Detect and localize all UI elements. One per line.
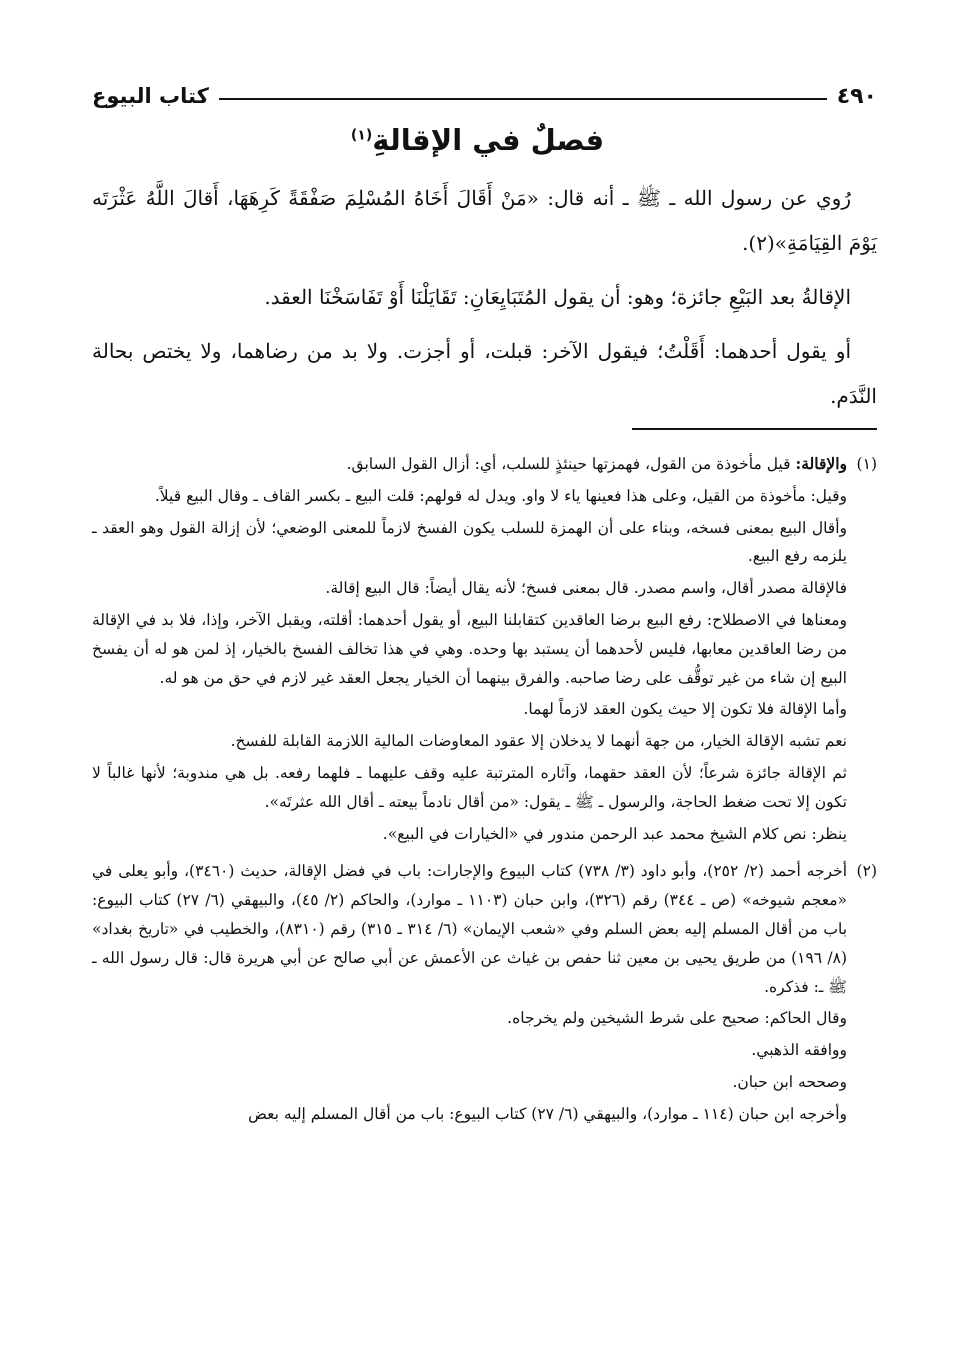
body-paragraph: أو يقول أحدهما: أَقَلْتُ؛ فيقول الآخر: قبلت، أو أجزت. ولا بد من رضاهما، ولا يختص بحالة النَّدَم. (92, 339, 877, 408)
chapter-title (0, 120, 955, 160)
footnote-paragraph: وأما الإقالة فلا تكون إلا حيث يكون العقد لازماً لهما. (523, 700, 847, 719)
footnote-number: (١) (856, 455, 877, 473)
body-paragraph: الإقالةُ بعد البَيْعِ جائزة؛ وهو: أن يقول المُتَبَايِعَانِ: تَقَايَلْنَا أَوْ تَفَاسَخْنَا العقد. (264, 285, 851, 309)
footnote-paragraph: وصححه ابن حبان. (732, 1072, 847, 1091)
body-paragraph: رُوي عن رسول الله ـ ﷺ ـ أنه قال: «مَنْ أَقَالَ أَخَاهُ المُسْلِمَ صَفْقَةً كَرِهَهَا، أَقالَ اللَّهُ عَثْرَتَه يَوْمَ القِيَامَةِ»(٢). (92, 186, 877, 255)
header-rule (219, 98, 827, 100)
footnote-1 (92, 450, 877, 851)
footnote-2 (92, 857, 877, 1131)
running-head (92, 78, 877, 114)
footnote-paragraph: وقيل: مأخوذة من القيل، وعلى هذا فعينها ياء لا واو. ويدل له قولهم: قلت البيع ـ بكسر القاف ـ وقال البيع قيلاً. (154, 486, 847, 505)
footnote-paragraph: وأخرجه ابن حبان (١١٤ ـ موارد)، والبيهقي (٦/ ٢٧) كتاب البيوع: باب من أقال المسلم إليه بعض (248, 1104, 847, 1123)
footnotes (92, 450, 877, 1138)
footnote-paragraph: فالإقالة مصدر أقال، واسم مصدر. قال بمعنى فسخ؛ لأنه يقال أيضاً: قال البيع إقالة. (325, 579, 847, 598)
footnote-paragraph: ينظر: نص كلام الشيخ محمد عبد الرحمن مندور في «الخيارات في البيع». (382, 824, 847, 843)
page-number: ٤٩٠ (836, 83, 877, 109)
footnote-paragraph: ووافقه الذهبي. (751, 1041, 847, 1060)
footnote-separator (632, 428, 877, 430)
book-title: كتاب البيوع (92, 84, 209, 108)
footnote-paragraph: أخرجه أحمد (٢/ ٢٥٢)، وأبو داود (٣/ ٧٣٨) كتاب البيوع والإجارات: باب في فضل الإقالة، حديث (٣٤٦٠)، وأبو يعلى في «معجم شيوخه» (ص ـ ٣٤٤) رقم (٣٢٦)، وابن حبان (١١٠٣ ـ موارد)، والحاكم (٢/ ٤٥)، والبيهقي (٦/ ٢٧) كتاب البيوع: باب من أقال المسلم إليه بعض السلم وفي «شعب الإيمان» (٦/ ٣١٤ ـ ٣١٥) رقم (٨٣١٠)، والخطيب في «تاريخ بغداد» (٨/ ١٩٦) من طريق يحيى بن معين ثنا حفص بن غياث عن الأعمش عن أبي صالح عن أبي هريرة قال: قال رسول الله ـ ﷺ ـ: فذكره. (92, 862, 848, 996)
footnote-text: قيل مأخوذة من القول، فهمزتها حينئذٍ للسلب، أي: أزال القول السابق. (346, 455, 791, 473)
footnote-paragraph: نعم تشبه الإقالة الخيار، من جهة أنهما لا يدخلان إلا عقود المعاوضات المالية اللازمة القابلة للفسخ. (230, 732, 847, 751)
footnote-paragraph: ثم الإقالة جائزة شرعاً؛ لأن العقد حقهما، وآثاره المترتبة عليه وقف عليهما ـ فلهما رفعه. بل هي مندوبة؛ لأنها غالباً لا تكون إلا تحت ضغط الحاجة، والرسول ـ ﷺ ـ يقول: «من أقال نادماً بيعته ـ أقال الله عثرتَه». (92, 763, 847, 811)
footnote-body (92, 450, 847, 851)
footnote-number: (٢) (856, 862, 877, 881)
chapter-title-text: فصلٌ في الإقالةِ (372, 123, 605, 157)
main-text (92, 176, 877, 428)
footnote-paragraph (92, 450, 847, 479)
footnote-paragraph: وقال الحاكم: صحيح على شرط الشيخين ولم يخرجاه. (507, 1009, 847, 1028)
footnote-body (92, 857, 847, 1131)
footnote-lead-term: والإقالة: (795, 454, 847, 473)
chapter-footnote-ref: (١) (350, 127, 373, 144)
footnote-paragraph: ومعناها في الاصطلاح: رفع البيع برضا العاقدين كتقابلنا البيع، أو يقول أحدهما: أقلته، ويقبل الآخر، وإذا، فلا بد في الإقالة من رضا العاقدين معابها، فليس لأحدهما أن يستبد بها وحده. وهي في هذا تخالف الفسخ بالخيار، إذ لمن هو له أن يفسخ البيع إن شاء من غير توقُّف على رضا صاحبه. والفرق بينهما أن الخيار يجعل العقد غير لازم في حق من هو له. (92, 610, 847, 687)
footnote-paragraph: وأقال البيع بمعنى فسخه، وبناء على أن الهمزة للسلب يكون الفسخ لازماً للمعنى الوضعي؛ لأن إزالة القول وهو العقد ـ يلزمه رفع البيع. (92, 518, 847, 566)
